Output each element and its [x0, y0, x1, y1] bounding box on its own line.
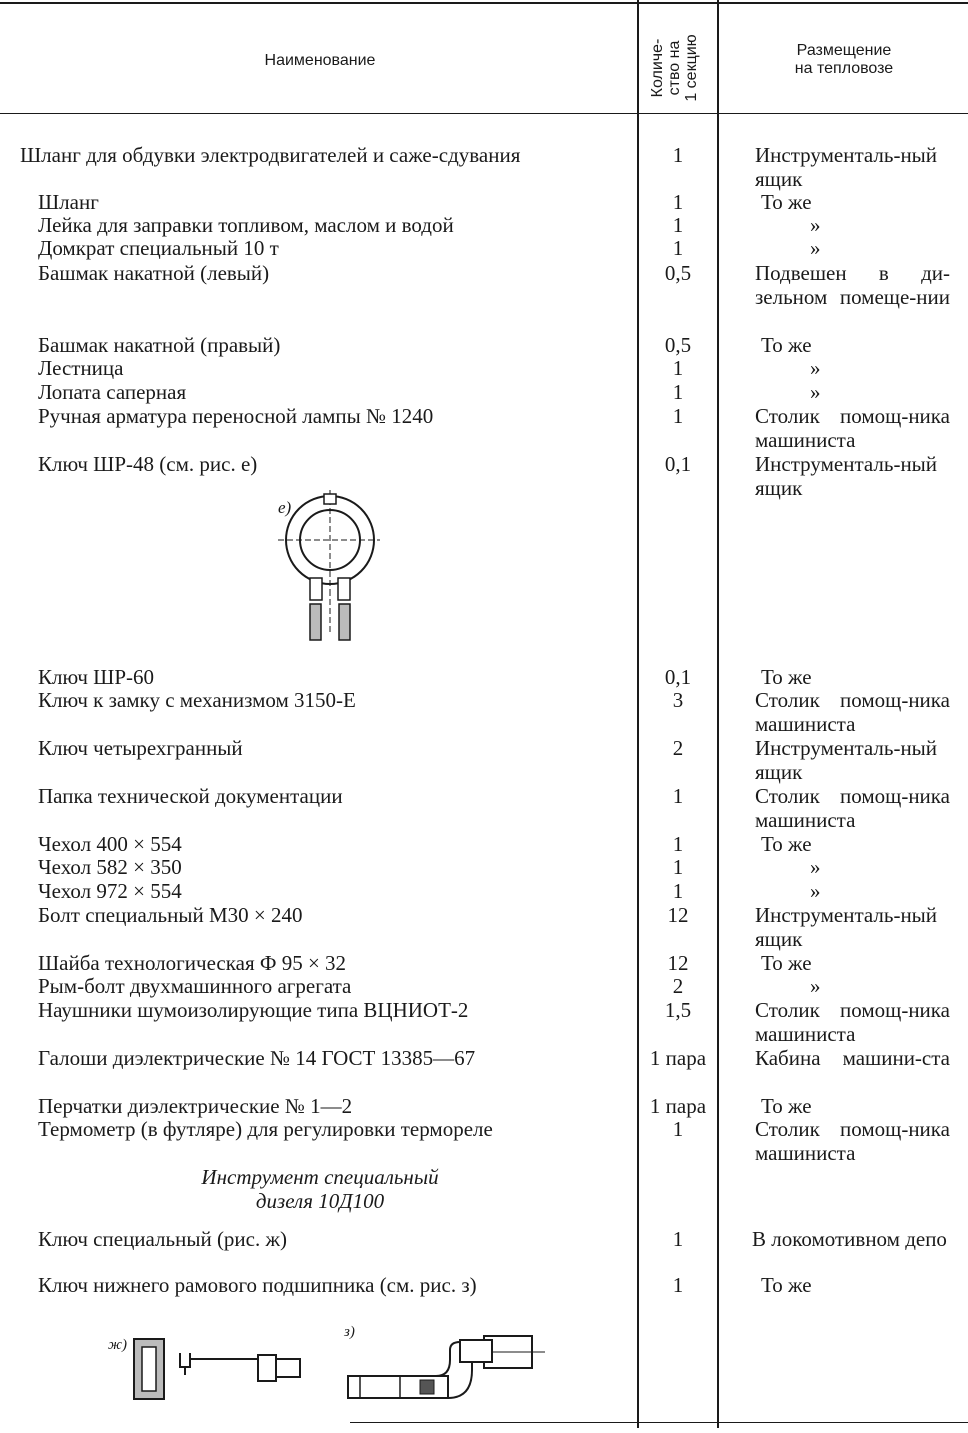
column-divider-right [717, 0, 719, 1428]
bearing-wrench-drawing [340, 1322, 550, 1412]
figure-e-wrench [270, 490, 380, 655]
header-qty-column: Количе- ство на 1 секцию [649, 34, 700, 102]
figure-zh-wrench [108, 1335, 308, 1410]
figure-z-wrench [340, 1322, 550, 1417]
header-bottom-rule [0, 113, 968, 114]
header-place-column: Размещение на тепловозе [794, 42, 894, 77]
special-wrench-drawing [108, 1335, 308, 1405]
top-rule [0, 2, 968, 4]
bottom-rule [350, 1422, 968, 1423]
section-title: Инструмент специальный дизеля 10Д100 [201, 1165, 439, 1213]
column-divider-left [637, 0, 639, 1428]
document-page: Наименование Количе- ство на 1 секцию Размещение на тепловозе Шланг для обдувки электродвигателей и саже-сдувания 1 Инструменталь-ный ящик Шланг 1 То же Лейка для заправки топливом, маслом и водой 1 » Домкрат специальный 10 т 1 » Башмак накатной (левый) 0,5 Подвешен в ди-зельном помеще-нии Башмак накатной (правый) 0,5 То же Лестница 1 » Лопата саперная 1 » Ручная арматура переносной лампы № 1240 1 Столик помощ-ника машиниста Ключ ШР-48 (см. рис. е) 0,1 Инструменталь-ный ящик е) Ключ ШР-60 0,1 То же Ключ к замку с механизмом 3150-Е 3 Столик помощ-ника машиниста Ключ четырехгранный 2 Инструменталь-ный ящик Папка технической документации 1 Столик помощ-ника машиниста Чехол 400 × 554 1 То же Чехол 582 × 350 1 » Чехол 972 × 554 1 » Болт специальный М30 × 240 12 Инструменталь-ный ящик Шайба технологическая Ф 95 × 32 12 То же Рым-болт двухмашинного агрегата 2 » Наушники шумоизолирующие типа ВЦНИОТ-2 1,5 Столик помощ-ника машиниста Галоши диэлектрические № 14 ГОСТ 13385—67 1 пара Кабина машини-ста Перчатки диэлектрические № 1—2 1 пара То же Термометр (в футляре) для регулировки термореле 1 Столик помощ-ника машиниста Инструмент специальный дизеля 10Д100 Ключ специальный (рис. ж) 1 В локомотивном депо Ключ нижнего рамового подшипника (см. рис. з) 1 То же ж) з) [0, 0, 968, 1433]
figure-z-label: з) [344, 1324, 355, 1340]
header-name-column: Наименование [264, 52, 376, 69]
figure-e-label: е) [278, 498, 292, 517]
figure-zh-label: ж) [108, 1337, 127, 1353]
